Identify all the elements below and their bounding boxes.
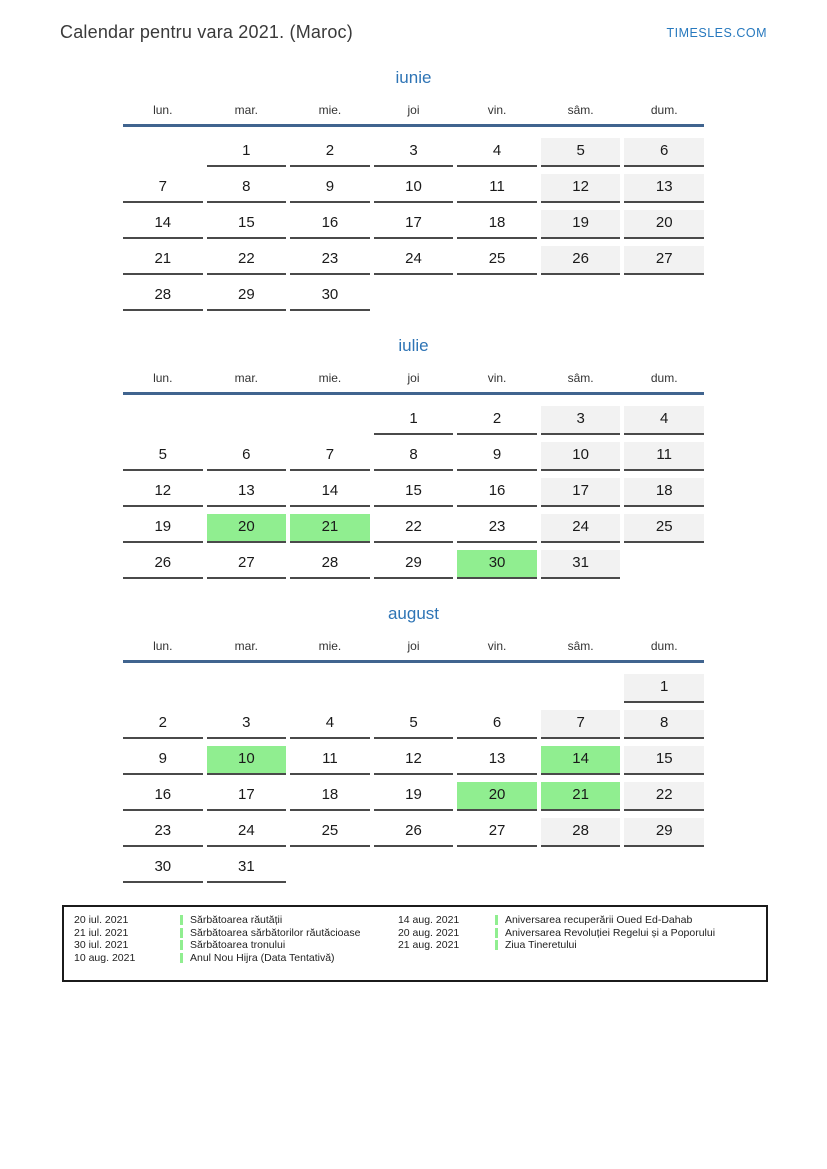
day-cell: 27 [624,246,704,275]
day-cell: 10 [207,746,287,775]
day-cell: 30 [290,282,370,311]
day-cell: 30 [457,550,537,579]
months [0,68,827,883]
day-cell: 9 [457,442,537,471]
day-cell: 21 [541,782,621,811]
month-header-line [123,660,704,663]
holiday-marker-bar [495,940,498,950]
day-cell: 26 [123,550,203,579]
legend-box [62,905,768,982]
empty-cell [123,674,203,703]
day-cell: 28 [123,282,203,311]
day-cell: 22 [207,246,287,275]
day-cell: 31 [207,854,287,883]
day-cell: 17 [541,478,621,507]
month-header-line [123,392,704,395]
day-cell: 2 [123,710,203,739]
month-title: august [387,604,440,623]
month-title: iunie [395,68,432,87]
day-cell: 18 [290,782,370,811]
day-cell: 8 [624,710,704,739]
day-cell: 15 [374,478,454,507]
empty-cell [290,674,370,703]
weekday-label: lun. [153,103,173,117]
day-cell: 19 [123,514,203,543]
holiday-marker-bar [180,940,183,950]
legend-date: 10 aug. 2021 [74,951,136,964]
day-cell: 5 [541,138,621,167]
weekday-label: vin. [487,639,507,653]
day-cell: 12 [374,746,454,775]
weekday-label: joi [407,639,420,653]
day-cell: 14 [123,210,203,239]
page-title: Calendar pentru vara 2021. (Maroc) [60,22,353,42]
weekday-label: joi [407,371,420,385]
day-cell: 13 [457,746,537,775]
day-cell: 11 [624,442,704,471]
empty-cell [123,406,203,435]
day-cell: 1 [207,138,287,167]
empty-cell [541,674,621,703]
day-cell: 24 [207,818,287,847]
day-cell: 11 [290,746,370,775]
day-cell: 23 [123,818,203,847]
legend-label: Sărbătoarea răutății [190,914,283,927]
empty-cell [207,674,287,703]
empty-cell [457,674,537,703]
day-cell: 5 [123,442,203,471]
legend-label: Ziua Tineretului [504,939,577,952]
site-link[interactable]: TIMESLES.COM [666,26,767,40]
legend-item [398,939,756,952]
day-cell: 12 [541,174,621,203]
day-cell: 19 [541,210,621,239]
day-cell: 3 [374,138,454,167]
legend-label: Aniversarea recuperării Oued Ed-Dahab [504,914,693,927]
day-cell: 1 [374,406,454,435]
holiday-marker-bar [180,953,183,963]
empty-cell [374,674,454,703]
legend-item [74,914,398,927]
day-cell: 28 [290,550,370,579]
day-cell: 24 [374,246,454,275]
day-cell: 28 [541,818,621,847]
day-cell: 13 [624,174,704,203]
month-header-line [123,124,704,127]
day-cell: 23 [457,514,537,543]
day-cell: 8 [374,442,454,471]
legend-label: Aniversarea Revoluției Regelui și a Poporului [504,926,716,939]
day-cell: 17 [374,210,454,239]
day-cell: 3 [207,710,287,739]
day-cell: 7 [541,710,621,739]
day-cell: 7 [123,174,203,203]
day-cell: 8 [207,174,287,203]
weekday-label: lun. [153,639,173,653]
day-cell: 11 [457,174,537,203]
weekday-label: dum. [650,103,678,117]
day-cell: 12 [123,478,203,507]
holiday-marker-bar [495,928,498,938]
empty-cell [123,138,203,167]
day-cell: 16 [290,210,370,239]
day-cell: 17 [207,782,287,811]
day-cell: 13 [207,478,287,507]
day-cell: 26 [541,246,621,275]
weekday-label: joi [407,103,420,117]
day-cell: 21 [290,514,370,543]
legend-date: 20 aug. 2021 [397,926,460,939]
weekday-label: vin. [487,371,507,385]
weekday-label: sâm. [567,103,594,117]
day-cell: 31 [541,550,621,579]
day-cell: 4 [457,138,537,167]
month-iulie [123,336,704,579]
holiday-marker-bar [180,928,183,938]
weekday-label: dum. [650,639,678,653]
day-cell: 27 [457,818,537,847]
legend-date: 21 aug. 2021 [397,939,460,952]
day-cell: 25 [457,246,537,275]
day-cell: 29 [207,282,287,311]
day-cell: 1 [624,674,704,703]
weekday-row [123,371,704,385]
day-cell: 15 [207,210,287,239]
day-cell: 21 [123,246,203,275]
holiday-marker-bar [495,915,498,925]
day-cell: 10 [541,442,621,471]
day-cell: 9 [290,174,370,203]
day-cell: 10 [374,174,454,203]
day-cell: 20 [457,782,537,811]
day-cell: 23 [290,246,370,275]
weekday-label: sâm. [567,371,594,385]
day-cell: 16 [457,478,537,507]
legend-column [74,914,398,964]
day-cell: 4 [624,406,704,435]
weekday-label: mie. [318,103,342,117]
legend-item [398,927,756,940]
legend-date: 30 iul. 2021 [74,939,129,952]
legend-item [74,927,398,940]
empty-cell [207,406,287,435]
day-cell: 19 [374,782,454,811]
weekday-row [123,639,704,653]
day-cell: 2 [290,138,370,167]
month-grid [123,674,704,883]
weekday-label: mar. [234,103,259,117]
day-cell: 6 [457,710,537,739]
day-cell: 29 [374,550,454,579]
legend-item [398,914,756,927]
month-grid [123,406,704,579]
day-cell: 22 [624,782,704,811]
day-cell: 30 [123,854,203,883]
holiday-marker-bar [180,915,183,925]
day-cell: 25 [624,514,704,543]
day-cell: 7 [290,442,370,471]
month-august [123,604,704,883]
day-cell: 20 [624,210,704,239]
day-cell: 25 [290,818,370,847]
legend-date: 20 iul. 2021 [74,914,129,927]
legend-item [74,939,398,952]
day-cell: 27 [207,550,287,579]
legend-date: 21 iul. 2021 [74,926,129,939]
legend-label: Sărbătoarea tronului [190,939,286,952]
page-header [0,0,827,43]
legend-label: Anul Nou Hijra (Data Tentativă) [190,951,335,964]
weekday-label: mie. [318,371,342,385]
empty-cell [290,406,370,435]
day-cell: 6 [207,442,287,471]
day-cell: 16 [123,782,203,811]
day-cell: 14 [541,746,621,775]
month-iunie [123,68,704,311]
weekday-label: vin. [487,103,507,117]
month-title: iulie [398,336,429,355]
weekday-label: mie. [318,639,342,653]
weekday-label: lun. [153,371,173,385]
day-cell: 9 [123,746,203,775]
day-cell: 29 [624,818,704,847]
weekday-label: mar. [234,371,259,385]
day-cell: 20 [207,514,287,543]
month-grid [123,138,704,311]
day-cell: 2 [457,406,537,435]
day-cell: 14 [290,478,370,507]
day-cell: 18 [624,478,704,507]
weekday-label: sâm. [567,639,594,653]
legend-item [74,952,398,965]
legend-label: Sărbătoarea sărbătorilor răutăcioase [190,926,361,939]
day-cell: 26 [374,818,454,847]
legend-column [398,914,756,964]
day-cell: 24 [541,514,621,543]
day-cell: 4 [290,710,370,739]
day-cell: 18 [457,210,537,239]
day-cell: 3 [541,406,621,435]
day-cell: 15 [624,746,704,775]
day-cell: 5 [374,710,454,739]
day-cell: 6 [624,138,704,167]
weekday-label: mar. [234,639,259,653]
day-cell: 22 [374,514,454,543]
legend-date: 14 aug. 2021 [397,914,460,927]
weekday-label: dum. [650,371,678,385]
weekday-row [123,103,704,117]
